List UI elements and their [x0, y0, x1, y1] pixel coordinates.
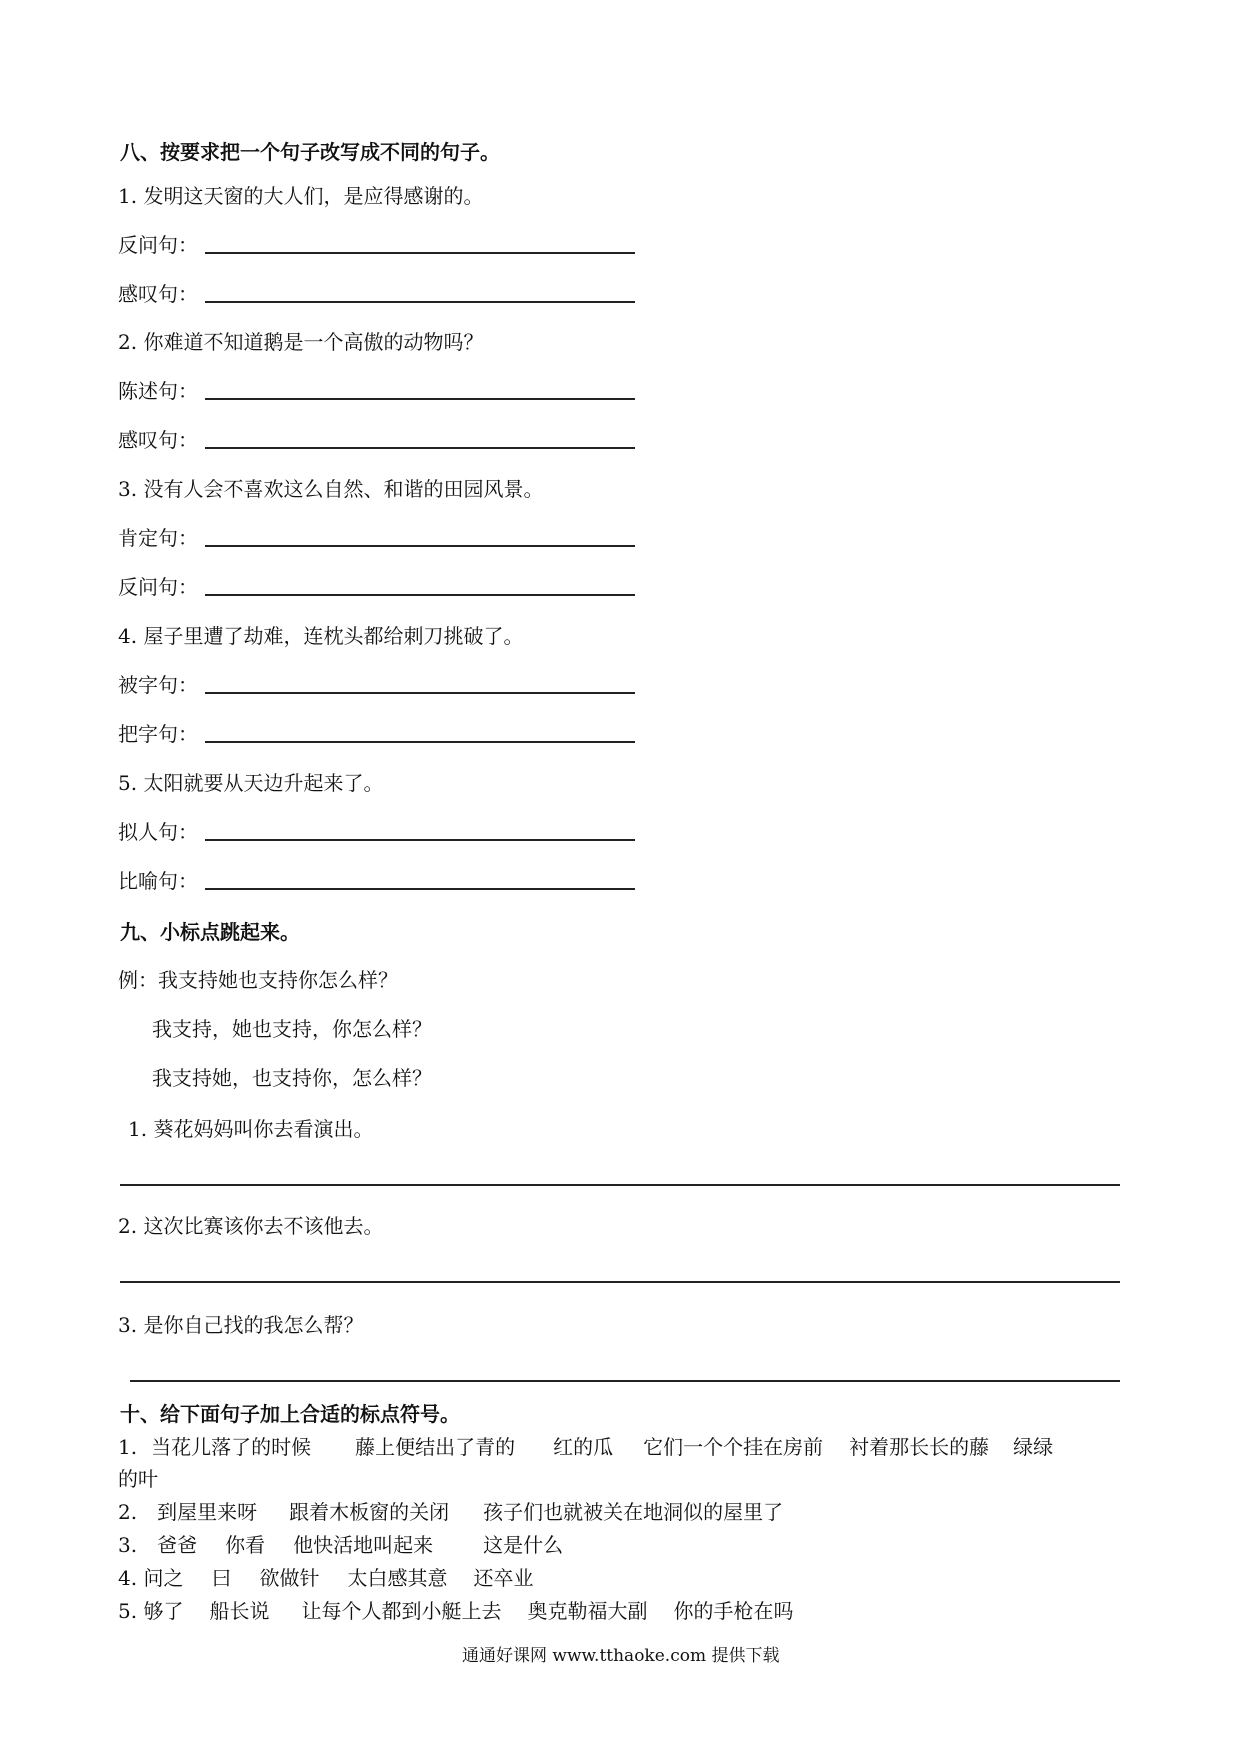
question-8-2: 2. 你难道不知道鹅是一个高傲的动物吗？ [118, 330, 484, 354]
seg: 还卒业 [473, 1566, 534, 1590]
seg: 它们一个个挂在房前 [643, 1435, 824, 1459]
page-footer: 通通好课网 www.tthaoke.com 提供下载 [462, 1646, 780, 1666]
question-9-3: 3. 是你自己找的我怎么帮？ [118, 1313, 364, 1337]
example-answer-2: 我支持她，也支持你，怎么样？ [152, 1066, 432, 1090]
answer-line[interactable] [205, 447, 635, 449]
seg: 你的手枪在吗 [673, 1599, 794, 1623]
punct-line-1-cont: 的叶 [118, 1467, 158, 1491]
seg: 到屋里来呀 [157, 1500, 258, 1524]
answer-line[interactable] [205, 252, 635, 254]
section-9-title: 九、小标点跳起来。 [120, 920, 300, 944]
seg: 红的瓜 [553, 1435, 614, 1459]
question-9-1: 1. 葵花妈妈叫你去看演出。 [128, 1117, 374, 1141]
seg: 3. [118, 1533, 138, 1557]
answer-line[interactable] [205, 398, 635, 400]
answer-line[interactable] [205, 301, 635, 303]
answer-line[interactable] [205, 839, 635, 841]
seg: 孩子们也就被关在地洞似的屋里了 [483, 1500, 784, 1524]
answer-line[interactable] [120, 1281, 1120, 1283]
seg: 绿绿 [1013, 1435, 1054, 1459]
seg: 跟着木板窗的关闭 [289, 1500, 450, 1524]
answer-line[interactable] [205, 594, 635, 596]
seg: 这是什么 [483, 1533, 564, 1557]
answer-label-8-5a: 拟人句： [118, 820, 198, 844]
answer-line[interactable] [205, 888, 635, 890]
answer-line[interactable] [205, 545, 635, 547]
question-8-4: 4. 屋子里遭了劫难，连枕头都给刺刀挑破了。 [118, 624, 524, 648]
seg: 爸爸 [157, 1533, 198, 1557]
section-10-title: 十、给下面句子加上合适的标点符号。 [120, 1402, 460, 1426]
answer-label-8-3b: 反问句： [118, 575, 198, 599]
answer-line[interactable] [205, 741, 635, 743]
seg: 他快活地叫起来 [293, 1533, 434, 1557]
seg: 当花儿落了的时候 [151, 1435, 312, 1459]
answer-label-8-4b: 把字句： [118, 722, 198, 746]
question-8-3: 3. 没有人会不喜欢这么自然、和谐的田园风景。 [118, 477, 544, 501]
question-8-1: 1. 发明这天窗的大人们，是应得感谢的。 [118, 184, 484, 208]
seg: 奥克勒福大副 [527, 1599, 648, 1623]
punct-line-1 [118, 1431, 1053, 1460]
seg: 曰 [211, 1566, 232, 1590]
question-8-5: 5. 太阳就要从天边升起来了。 [118, 771, 384, 795]
question-9-2: 2. 这次比赛该你去不该他去。 [118, 1214, 384, 1238]
section-8-title: 八、按要求把一个句子改写成不同的句子。 [120, 140, 500, 164]
seg: 衬着那长长的藤 [849, 1435, 990, 1459]
example-answer-1: 我支持，她也支持，你怎么样？ [152, 1017, 432, 1041]
answer-label-8-4a: 被字句： [118, 673, 198, 697]
answer-label-8-1a: 反问句： [118, 233, 198, 257]
seg: 1. [118, 1435, 138, 1459]
answer-line[interactable] [130, 1380, 1120, 1382]
seg: 船长说 [209, 1599, 270, 1623]
punct-line-2 [118, 1496, 783, 1525]
punct-line-4 [118, 1562, 533, 1591]
answer-line[interactable] [205, 692, 635, 694]
answer-label-8-2b: 感叹句： [118, 428, 198, 452]
answer-label-8-1b: 感叹句： [118, 282, 198, 306]
punct-line-3 [118, 1529, 563, 1558]
seg: 太白感其意 [347, 1566, 448, 1590]
answer-label-8-3a: 肯定句： [118, 526, 198, 550]
answer-label-8-5b: 比喻句： [118, 869, 198, 893]
punct-line-5 [118, 1595, 793, 1624]
seg: 欲做针 [259, 1566, 320, 1590]
seg: 让每个人都到小艇上去 [301, 1599, 502, 1623]
answer-label-8-2a: 陈述句： [118, 379, 198, 403]
answer-line[interactable] [120, 1184, 1120, 1186]
seg: 你看 [225, 1533, 266, 1557]
seg: 4. 问之 [118, 1566, 184, 1590]
seg: 5. 够了 [118, 1599, 184, 1623]
seg: 藤上便结出了青的 [355, 1435, 516, 1459]
seg: 2. [118, 1500, 138, 1524]
example-question: 例：我支持她也支持你怎么样？ [118, 968, 398, 992]
